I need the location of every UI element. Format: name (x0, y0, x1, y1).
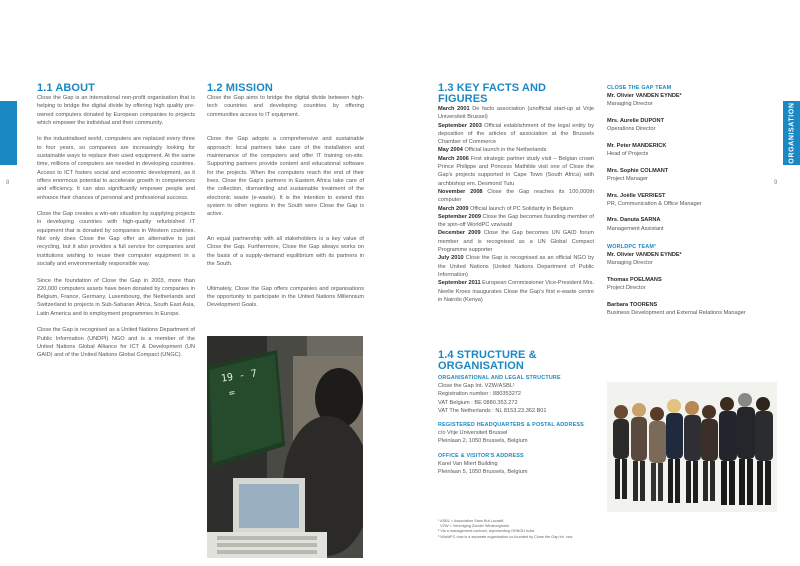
facts-section (438, 83, 594, 304)
side-tab-label: ORGANISATION (788, 102, 795, 164)
structure-heading-legal: ORGANISATIONAL AND LEGAL STRUCTURE (438, 375, 561, 381)
structure-line: Pleinlaan 2, 1050 Brussels, Belgium (438, 438, 528, 445)
fact-date: December 2009 (438, 230, 481, 237)
team-member-role: Head of Projects (607, 151, 649, 158)
team-member-name: Mrs. Sophie COLMANT (607, 167, 669, 174)
team-member-role: Management Assistant (607, 225, 664, 232)
team-member-role: Project Director (607, 285, 646, 292)
team-member-role: Operations Director (607, 126, 656, 133)
structure-line: VAT Belgium : BE 0880.353.272 (438, 399, 518, 406)
fact-item (438, 122, 594, 147)
team-member-role: Business Development and External Relations Manager (607, 310, 746, 317)
structure-line: Close the Gap Int. VZW/ASBL¹ (438, 383, 515, 389)
fact-text: Official launch in the Netherlands (464, 147, 547, 154)
fact-item (438, 155, 594, 188)
footnote: ³ WorldPC now is a separate organisation co-founded by Close the Gap Int. vzw (438, 534, 573, 539)
fact-item (438, 229, 594, 254)
fact-date: March 2006 (438, 155, 469, 162)
team-heading: CLOSE THE GAP TEAM (607, 85, 672, 91)
fact-item (438, 213, 594, 230)
about-paragraph: In the industrialised world, computers are replaced every three to four years, so companies are increasingly looking for sustainable ways to replace their used equipment. At the same time, millions of computers are needed in developing countries. Access to ICT fosters social and economic development, as it offers enormous potential to accelerate growth in competences and efficiency. It can also significantly empower people and enhance their chances of personal and professional success. (37, 136, 195, 201)
mission-title: 1.2 MISSION (207, 82, 273, 94)
fact-text: De facto association (unofficial start-up at Vrije Universiteit Brussel) (438, 106, 594, 121)
blackboard-text: 19 - 7 (220, 368, 258, 385)
fact-item (438, 279, 594, 304)
about-paragraph: Close the Gap is recognised as a United Nations Department of Public Information (UNDPI) NGO and is a member of the United Nations Global Alliance for ICT & Development (UN GAID) and of the United Nations Global Compact (UNGC). (37, 327, 195, 359)
team-member-name: Mrs. Joëlle VERRIEST (607, 192, 666, 199)
fact-date: September 2003 (438, 122, 482, 129)
team-member-role: Managing Director (607, 260, 653, 267)
mission-paragraph: Close the Gap adopts a comprehensive and sustainable approach: local partners take care of the installation and maintenance of the computers and offer IT training on-site. Supporting partners provide content and educational software for the projects. When the computers reach the end of their lives, Close the Gap's partners in Eastern Africa take care of the collection, dismantling and sustainable treatment of the electronic waste (e-waste). It is the intention to extend this system to other regions in the South were Close the Gap is active. (207, 136, 364, 218)
fact-text: Official establishment of the legal entity by deposition of the articles of association at the Brussels Chamber of Commerce (438, 122, 594, 146)
fact-item (438, 205, 594, 213)
classroom-photo-illustration (207, 336, 363, 558)
fact-text: Close the Gap reaches its 100,000th computer (438, 188, 595, 204)
structure-title-line2: ORGANISATION (438, 360, 524, 372)
mission-paragraph: Ultimately, Close the Gap offers companies and organisations the opportunity to participate in the United Nations Millennium Development Goals. (207, 285, 364, 309)
structure-heading-headquarters: REGISTERED HEADQUARTERS & POSTAL ADDRESS (438, 422, 584, 429)
team-photo-illustration (607, 382, 777, 512)
fact-date: September 2011 (438, 280, 481, 287)
structure-line: Karel Van Miert Building (438, 460, 498, 467)
mission-section (207, 83, 364, 310)
fact-date: March 2001 (438, 106, 470, 112)
about-paragraph: Since the foundation of Close the Gap in 2003, more than 220,000 computers assets have been donated by companies in Belgium, France, Germany, Luxembourg, the Netherlands and Switzerland to projects in Sub-Saharan Africa, South East Asia, Latin America and to employment programmes in Europe. (37, 277, 195, 317)
fact-item (438, 105, 594, 122)
team-photo (607, 382, 777, 512)
structure-line: Pleinlaan 5, 1050 Brussels, Belgium (438, 469, 528, 476)
fact-text: Close the Gap becomes founding member of the spin-off WorldPC vzw/asbl (438, 213, 594, 229)
worldpc-heading: WORLDPC TEAM³ (607, 244, 657, 251)
about-paragraph: Close the Gap creates a win-win situation by supplying projects in developing countries with high-quality refurbished IT equipment that is donated by companies in Western countries. Not only does Close the Gap offer an alternative to just recycling, but it also provides a full service for companies and institutions wishing to reuse their computer equipment in a socially and environmentally responsible way. (37, 211, 195, 267)
fact-text: First strategic partner study visit – Belgian crown Prince Philippe and Princess Mathilde visit one of Close the Gap's projects supported in Cape Town (South Africa) with archbishop em. Desmond Tutu (438, 155, 595, 187)
structure-section (438, 350, 594, 476)
fact-text: Close the Gap is recognised as an official NGO by the United Nations (United Nations Department of Public Information) (438, 255, 594, 278)
about-section (37, 83, 195, 360)
fact-item (438, 146, 594, 154)
structure-title: 1.4 STRUCTURE & (438, 349, 537, 361)
team-member-name: Mrs. Danuta SARNA (607, 217, 661, 224)
team-member-role: Project Manager (607, 175, 649, 182)
team-member-name: Thomas POELMANS (607, 276, 662, 283)
fact-date: November 2008 (438, 188, 483, 195)
fact-date: March 2009 (438, 205, 469, 212)
fact-date: July 2010 (438, 255, 464, 262)
fact-date: May 2004 (438, 147, 463, 154)
fact-item (438, 254, 594, 279)
team-member-role: PR, Communication & Office Manager (607, 200, 702, 207)
footnote: VZW = Vereniging Zonder Winstoogmerk (438, 524, 510, 529)
about-title: 1.1 ABOUT (37, 82, 95, 94)
blackboard-text: = (228, 387, 236, 400)
team-member-name: Mrs. Aurelie DUPONT (607, 117, 664, 124)
team-member-name: Mr. Olivier VANDEN EYNDE² (607, 93, 682, 99)
team-member-name: Mr. Peter MANDERICK (607, 142, 667, 149)
fact-item (438, 188, 594, 205)
mission-paragraph: Close the Gap aims to bridge the digital divide between high-tech countries and developing countries by offering communities access to IT equipment. (207, 95, 364, 118)
team-section (607, 84, 777, 317)
structure-line: c/o Vrije Universiteit Brussel (438, 430, 508, 437)
page-number-left: 8 (6, 180, 10, 186)
about-paragraph: Close the Gap is an international non-profit organisation that is helping to bridge the digital divide by offering high quality pre-owned computers donated by European companies to projects which empower the individual and their community. (37, 95, 195, 126)
fact-date: September 2009 (438, 213, 481, 220)
team-member-name: Mr. Olivier VANDEN EYNDE² (607, 252, 682, 259)
fact-text: Official launch of PC Solidarity in Belgium (470, 205, 573, 212)
team-member-role: Managing Director (607, 101, 653, 108)
fact-text: European Commissioner Vice-President Mrs. Neelie Kroes inaugurates Close the Gap's first e-waste centre in Nairobi (Kenya) (438, 280, 594, 303)
page-number-right: 9 (774, 180, 778, 186)
facts-title: 1.3 KEY FACTS AND FIGURES (438, 82, 547, 105)
classroom-photo (207, 336, 363, 558)
footnote: ¹ ASBL = Association Sans But Lucratif, (438, 519, 505, 523)
structure-line: VAT The Netherlands : NL 8153.23.362.B01 (438, 407, 547, 414)
footnote: ² Via a management contract, representing OHNGH hulia (438, 529, 535, 534)
left-side-tab (0, 101, 17, 165)
fact-text: Close the Gap becomes UN GAID forum member and is recognised as a UN Global Compact Programme supporter (438, 230, 594, 254)
structure-line: Registration number : 880353272 (438, 391, 522, 398)
team-member-name: Barbara TOORENS (607, 301, 658, 308)
footnotes (438, 519, 608, 540)
structure-heading-office: OFFICE & VISITOR'S ADDRESS (438, 452, 524, 459)
mission-paragraph: An equal partnership with all stakeholders is a key value of Close the Gap. Furthermore, Close the Gap always works on the basis of a supply-demand equilibrium with its partners in the South. (207, 236, 364, 267)
side-tab-organisation (783, 101, 800, 165)
